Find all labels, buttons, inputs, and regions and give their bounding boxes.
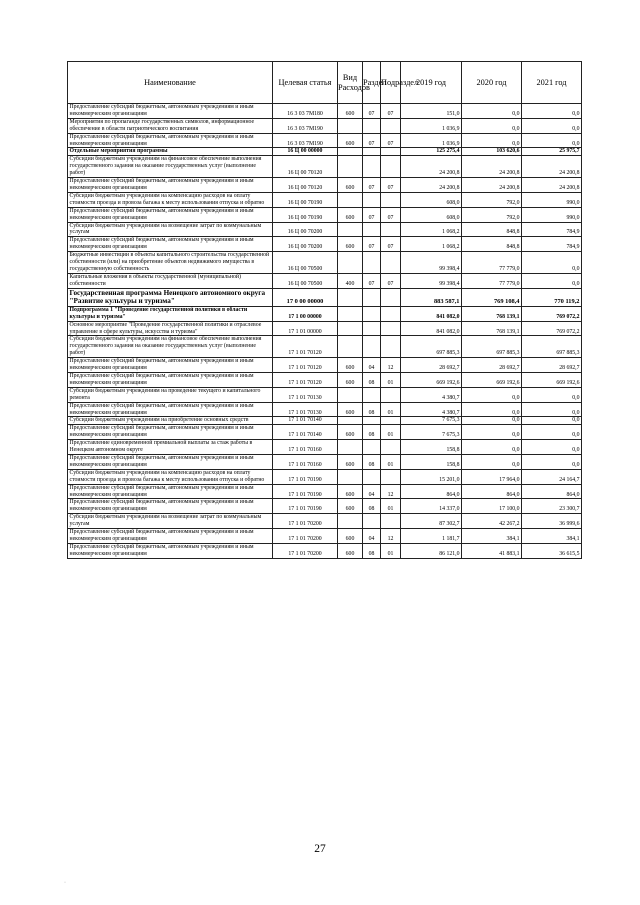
row-value-2021: 384,1 [522,529,582,544]
row-subsection: 12 [381,358,401,373]
row-subsection [381,118,401,133]
row-value-2019: 7 675,3 [401,425,462,440]
row-value-2020: 768 139,1 [462,306,522,321]
table-row [68,543,582,558]
row-value-2019: 1 036,9 [401,133,462,148]
row-value-2021: 0,0 [522,387,582,402]
row-value-2019: 125 275,4 [401,148,462,156]
row-target-article: 17 1 01 70120 [273,358,338,373]
row-value-2021: 0,0 [522,440,582,455]
row-value-2020: 0,0 [462,118,522,133]
table-row [68,484,582,499]
row-value-2021: 0,0 [522,454,582,469]
row-expense-type: 600 [338,499,363,514]
header-year-2019: 2019 год [401,62,462,104]
row-value-2019: 28 692,7 [401,358,462,373]
row-expense-type [338,306,363,321]
row-name: Мероприятия по пропаганде государственных символов, информационное обеспечение в области патриотического воспитания [68,118,273,133]
table-header-row [68,62,582,104]
row-section [363,252,381,274]
row-name: Предоставление субсидий бюджетным, автономным учреждениям и иным некоммерческим организациям [68,358,273,373]
table-row [68,529,582,544]
row-value-2019: 15 201,0 [401,469,462,484]
row-subsection [381,156,401,178]
row-section [363,387,381,402]
table-body [68,104,582,559]
row-target-article: 16 Ц 00 70200 [273,237,338,252]
page-number: 27 [314,843,326,855]
row-target-article: 17 1 01 00000 [273,321,338,336]
table-row [68,321,582,336]
row-value-2020: 42 267,2 [462,514,522,529]
row-value-2020: 0,0 [462,133,522,148]
row-target-article: 17 1 01 70200 [273,529,338,544]
row-target-article: 17 1 01 70140 [273,417,338,425]
row-section: 07 [363,207,381,222]
row-value-2020: 24 200,8 [462,178,522,193]
table-row [68,156,582,178]
row-value-2021: 0,0 [522,417,582,425]
row-subsection [381,306,401,321]
row-expense-type [338,252,363,274]
row-subsection: 07 [381,104,401,119]
row-value-2021: 0,0 [522,104,582,119]
row-section [363,306,381,321]
row-value-2020: 0,0 [462,425,522,440]
row-subsection [381,252,401,274]
table-row [68,358,582,373]
row-value-2019: 151,0 [401,104,462,119]
row-subsection [381,222,401,237]
row-value-2020: 0,0 [462,387,522,402]
row-value-2019: 1 068,2 [401,237,462,252]
table-row [68,336,582,358]
row-value-2020: 28 692,7 [462,358,522,373]
row-subsection: 01 [381,454,401,469]
row-value-2021: 769 072,2 [522,306,582,321]
row-section [363,321,381,336]
row-value-2020: 77 779,0 [462,273,522,288]
row-subsection: 07 [381,133,401,148]
row-name: Предоставление субсидий бюджетным, автономным учреждениям и иным некоммерческим организациям [68,543,273,558]
row-value-2021: 24 200,8 [522,156,582,178]
table-row [68,192,582,207]
row-section: 07 [363,273,381,288]
row-value-2019: 7 675,3 [401,417,462,425]
row-value-2021: 25 975,7 [522,148,582,156]
row-subsection: 01 [381,425,401,440]
row-subsection: 12 [381,529,401,544]
row-target-article: 16 Ц 00 70120 [273,156,338,178]
row-value-2019: 24 200,8 [401,156,462,178]
row-section: 08 [363,402,381,417]
row-name: Предоставление субсидий бюджетным, автономным учреждениям и иным некоммерческим организациям [68,237,273,252]
row-subsection [381,469,401,484]
row-target-article: 17 1 01 70200 [273,543,338,558]
table-row [68,148,582,156]
header-section: Раздел [363,62,381,104]
row-name: Субсидии бюджетным учреждениям на финансовое обеспечение выполнения государственного задания на оказание государственных услуг (выполнение работ) [68,336,273,358]
row-target-article: 17 1 01 70200 [273,514,338,529]
table-row [68,104,582,119]
row-name: Предоставление субсидий бюджетным, автономным учреждениям и иным некоммерческим организациям [68,529,273,544]
row-subsection: 07 [381,207,401,222]
row-section: 08 [363,454,381,469]
row-expense-type [338,417,363,425]
row-expense-type: 400 [338,273,363,288]
table-row [68,373,582,388]
header-target-article: Целевая статья [273,62,338,104]
row-value-2020: 848,8 [462,222,522,237]
row-expense-type [338,288,363,306]
row-value-2019: 864,0 [401,484,462,499]
row-name: Субсидии бюджетным учреждениям на возмещение затрат по коммунальным услугам [68,222,273,237]
header-expense-type: Вид Расходов [338,62,363,104]
row-expense-type: 600 [338,402,363,417]
row-value-2021: 769 072,2 [522,321,582,336]
row-name: Предоставление субсидий бюджетным, автономным учреждениям и иным некоммерческим организациям [68,425,273,440]
header-year-2020: 2020 год [462,62,522,104]
row-expense-type [338,321,363,336]
row-section [363,222,381,237]
row-value-2021: 770 119,2 [522,288,582,306]
table-row [68,237,582,252]
row-subsection [381,336,401,358]
row-value-2019: 87 302,7 [401,514,462,529]
row-expense-type: 600 [338,425,363,440]
row-target-article: 17 1 01 70190 [273,484,338,499]
row-value-2021: 784,9 [522,222,582,237]
row-value-2020: 792,0 [462,207,522,222]
table-row [68,273,582,288]
row-section [363,514,381,529]
row-value-2021: 864,0 [522,484,582,499]
row-target-article: 16 Ц 00 70500 [273,252,338,274]
row-target-article: 16 Ц 00 70500 [273,273,338,288]
row-value-2020: 24 200,8 [462,156,522,178]
row-name: Предоставление субсидий бюджетным, автономным учреждениям и иным некоммерческим организациям [68,207,273,222]
row-expense-type [338,336,363,358]
row-target-article: 17 1 01 70190 [273,499,338,514]
row-name: Субсидии бюджетным учреждениям на компенсацию расходов на оплату стоимости проезда и провоза багажа к месту использования отпуска и обратно [68,192,273,207]
row-name: Предоставление субсидий бюджетным, автономным учреждениям и иным некоммерческим организациям [68,484,273,499]
row-expense-type: 600 [338,207,363,222]
row-section [363,118,381,133]
row-name: Отдельные мероприятия программы [68,148,273,156]
row-value-2021: 784,9 [522,237,582,252]
row-name: Капитальные вложения в объекты государственной (муниципальной) собственности [68,273,273,288]
row-value-2021: 669 192,6 [522,373,582,388]
row-target-article: 17 1 01 70140 [273,425,338,440]
row-target-article: 16 3 03 7M180 [273,104,338,119]
table-row [68,402,582,417]
row-value-2019: 608,0 [401,207,462,222]
row-value-2021: 990,0 [522,207,582,222]
row-name: Предоставление единовременной премиальной выплаты за стаж работы в Ненецком автономном округе [68,440,273,455]
row-target-article: 17 1 01 70190 [273,469,338,484]
row-value-2021: 36 615,5 [522,543,582,558]
row-subsection: 07 [381,178,401,193]
row-expense-type [338,387,363,402]
row-expense-type: 600 [338,104,363,119]
row-expense-type: 600 [338,178,363,193]
table-row [68,288,582,306]
row-expense-type: 600 [338,373,363,388]
row-section: 07 [363,237,381,252]
row-value-2019: 86 121,0 [401,543,462,558]
row-value-2020: 384,1 [462,529,522,544]
row-expense-type [338,118,363,133]
row-target-article: 17 0 00 00000 [273,288,338,306]
row-section: 04 [363,358,381,373]
row-section [363,288,381,306]
table-row [68,306,582,321]
row-name: Субсидии бюджетным учреждениям на возмещение затрат по коммунальным услугам [68,514,273,529]
row-target-article: 16 Ц 00 70200 [273,222,338,237]
row-section [363,156,381,178]
row-expense-type: 600 [338,529,363,544]
row-value-2021: 28 692,7 [522,358,582,373]
row-section: 04 [363,529,381,544]
header-year-2021: 2021 год [522,62,582,104]
row-value-2021: 0,0 [522,133,582,148]
row-name: Субсидии бюджетным учреждениям на компенсацию расходов на оплату стоимости проезда и провоза багажа к месту использования отпуска и обратно [68,469,273,484]
row-value-2019: 99 398,4 [401,273,462,288]
row-name: Субсидии бюджетным учреждениям на финансовое обеспечение выполнения государственного задания на оказание государственных услуг (выполнение работ) [68,156,273,178]
row-target-article: 17 1 01 70130 [273,402,338,417]
row-section [363,336,381,358]
table-row [68,222,582,237]
row-target-article: 16 3 03 7M190 [273,133,338,148]
row-value-2020: 17 964,0 [462,469,522,484]
table-row [68,387,582,402]
row-expense-type [338,440,363,455]
row-value-2021: 697 885,3 [522,336,582,358]
row-expense-type: 600 [338,133,363,148]
row-name: Субсидии бюджетным учреждениям на проведение текущего и капитального ремонта [68,387,273,402]
row-expense-type [338,222,363,237]
row-expense-type: 600 [338,358,363,373]
row-value-2020: 103 620,6 [462,148,522,156]
row-target-article: 16 Ц 00 70120 [273,178,338,193]
row-value-2019: 841 082,0 [401,321,462,336]
row-value-2021: 990,0 [522,192,582,207]
row-value-2019: 669 192,6 [401,373,462,388]
row-subsection: 01 [381,499,401,514]
table-row [68,440,582,455]
row-section [363,148,381,156]
row-subsection: 01 [381,402,401,417]
row-value-2020: 0,0 [462,417,522,425]
row-section: 08 [363,373,381,388]
row-name: Подпрограмма 1 "Проведение государственной политики в области культуры и туризма" [68,306,273,321]
table-row [68,252,582,274]
table-row [68,207,582,222]
row-value-2019: 24 200,8 [401,178,462,193]
row-value-2019: 697 885,3 [401,336,462,358]
row-name: Предоставление субсидий бюджетным, автономным учреждениям и иным некоммерческим организациям [68,454,273,469]
row-value-2021: 24 164,7 [522,469,582,484]
row-name: Предоставление субсидий бюджетным, автономным учреждениям и иным некоммерческим организациям [68,133,273,148]
row-value-2020: 669 192,6 [462,373,522,388]
row-value-2021: 23 300,7 [522,499,582,514]
row-value-2019: 14 337,0 [401,499,462,514]
row-section: 07 [363,133,381,148]
table-row [68,178,582,193]
row-section [363,440,381,455]
row-target-article: 16 Ц 00 70190 [273,192,338,207]
row-subsection [381,148,401,156]
table-row [68,425,582,440]
row-subsection [381,440,401,455]
table-row [68,417,582,425]
row-subsection [381,288,401,306]
row-expense-type: 600 [338,543,363,558]
header-name: Наименование [68,62,273,104]
row-value-2019: 608,0 [401,192,462,207]
row-target-article: 17 1 01 70120 [273,373,338,388]
scan-mark: · [64,880,66,886]
row-target-article: 17 1 01 70160 [273,440,338,455]
row-value-2020: 77 779,0 [462,252,522,274]
row-subsection: 01 [381,373,401,388]
row-target-article: 17 1 00 00000 [273,306,338,321]
row-section: 08 [363,543,381,558]
row-value-2019: 4 380,7 [401,402,462,417]
row-expense-type: 600 [338,484,363,499]
row-target-article: 16 Ц 00 00000 [273,148,338,156]
row-value-2020: 0,0 [462,104,522,119]
row-value-2020: 769 108,4 [462,288,522,306]
row-value-2019: 1 036,9 [401,118,462,133]
table-row [68,454,582,469]
row-name: Предоставление субсидий бюджетным, автономным учреждениям и иным некоммерческим организациям [68,499,273,514]
row-name: Предоставление субсидий бюджетным, автономным учреждениям и иным некоммерческим организациям [68,373,273,388]
row-subsection [381,417,401,425]
row-name: Предоставление субсидий бюджетным, автономным учреждениям и иным некоммерческим организациям [68,178,273,193]
row-value-2021: 0,0 [522,118,582,133]
row-value-2021: 0,0 [522,402,582,417]
row-expense-type [338,192,363,207]
row-section [363,192,381,207]
row-name: Бюджетные инвестиции в объекты капитального строительства государственной собственности (или) на приобретение объектов недвижимого имущества в государственную собственность [68,252,273,274]
row-subsection: 12 [381,484,401,499]
row-value-2020: 768 139,1 [462,321,522,336]
row-value-2020: 848,8 [462,237,522,252]
row-expense-type: 600 [338,454,363,469]
row-subsection [381,321,401,336]
row-value-2020: 17 100,0 [462,499,522,514]
row-value-2019: 883 587,1 [401,288,462,306]
row-expense-type [338,469,363,484]
row-value-2021: 0,0 [522,252,582,274]
row-value-2020: 0,0 [462,440,522,455]
row-value-2020: 0,0 [462,402,522,417]
row-value-2019: 158,8 [401,440,462,455]
row-name: Субсидии бюджетным учреждениям на приобретение основных средств [68,417,273,425]
row-value-2019: 841 082,0 [401,306,462,321]
row-value-2021: 0,0 [522,273,582,288]
row-section: 08 [363,499,381,514]
row-value-2019: 1 068,2 [401,222,462,237]
table-row [68,514,582,529]
row-value-2021: 24 200,8 [522,178,582,193]
row-target-article: 17 1 01 70160 [273,454,338,469]
row-value-2020: 792,0 [462,192,522,207]
row-expense-type [338,148,363,156]
row-name: Предоставление субсидий бюджетным, автономным учреждениям и иным некоммерческим организациям [68,402,273,417]
row-value-2020: 0,0 [462,454,522,469]
row-expense-type [338,514,363,529]
row-value-2019: 1 181,7 [401,529,462,544]
row-section [363,417,381,425]
row-target-article: 17 1 01 70130 [273,387,338,402]
table-row [68,499,582,514]
row-value-2021: 36 999,6 [522,514,582,529]
row-target-article: 16 3 03 7M190 [273,118,338,133]
row-expense-type: 600 [338,237,363,252]
row-section: 07 [363,104,381,119]
header-subsection: Подраздел [381,62,401,104]
row-value-2021: 0,0 [522,425,582,440]
row-value-2020: 697 885,3 [462,336,522,358]
row-subsection: 07 [381,237,401,252]
table-row [68,133,582,148]
row-subsection [381,192,401,207]
row-section: 07 [363,178,381,193]
row-section: 08 [363,425,381,440]
row-name: Основное мероприятие "Проведение государственной политики и отраслевое управление в сфере культуры, искусства и туризма" [68,321,273,336]
row-target-article: 16 Ц 00 70190 [273,207,338,222]
row-subsection: 07 [381,273,401,288]
budget-table [67,61,582,559]
row-target-article: 17 1 01 70120 [273,336,338,358]
row-subsection [381,514,401,529]
row-subsection: 01 [381,543,401,558]
row-value-2019: 99 398,4 [401,252,462,274]
table-row [68,469,582,484]
row-value-2020: 864,0 [462,484,522,499]
row-section: 04 [363,484,381,499]
row-name: Государственная программа Ненецкого автономного округа "Развитие культуры и туризма" [68,288,273,306]
row-value-2020: 41 883,1 [462,543,522,558]
row-value-2019: 4 380,7 [401,387,462,402]
row-value-2019: 158,8 [401,454,462,469]
row-section [363,469,381,484]
row-expense-type [338,156,363,178]
row-subsection [381,387,401,402]
row-name: Предоставление субсидий бюджетным, автономным учреждениям и иным некоммерческим организациям [68,104,273,119]
table-row [68,118,582,133]
